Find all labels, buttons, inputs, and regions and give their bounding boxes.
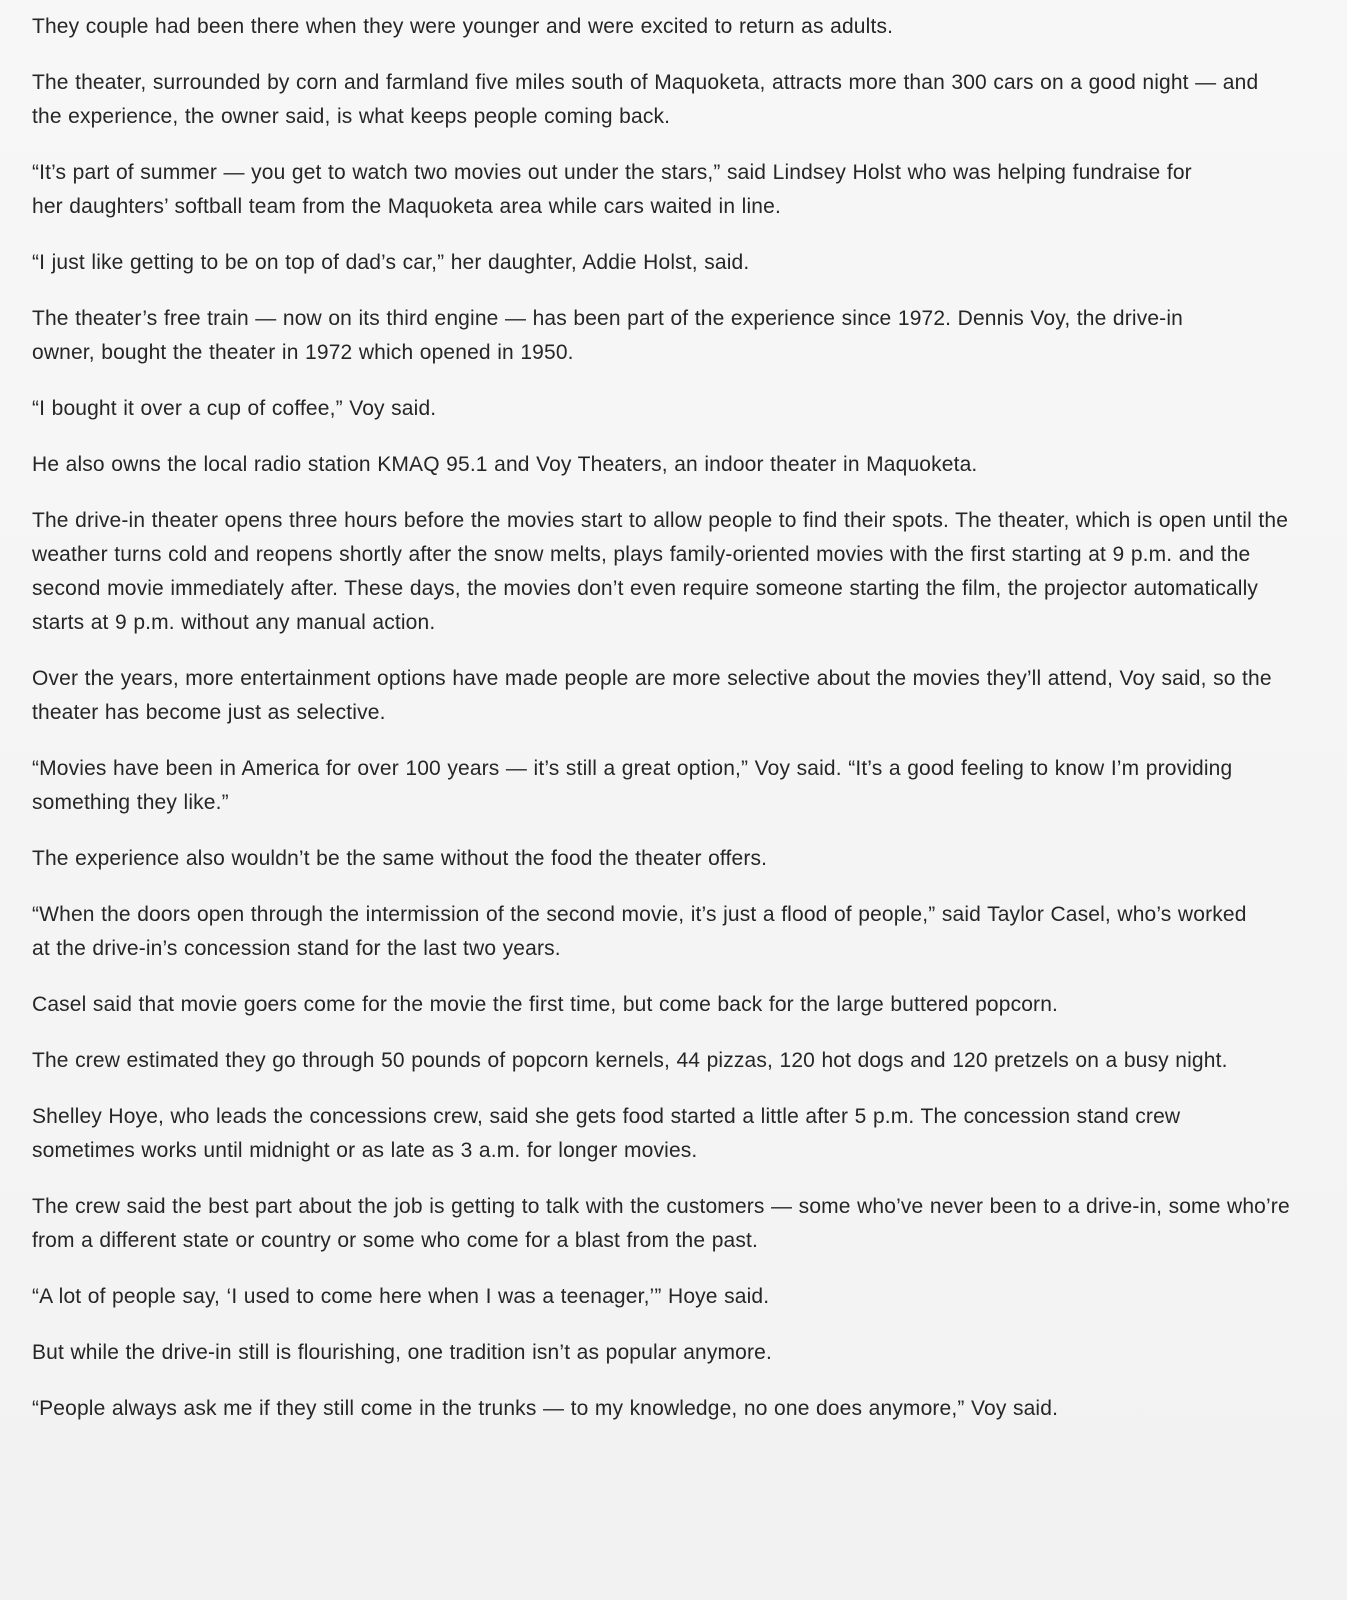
article-paragraph: The experience also wouldn’t be the same without the food the theater offers. (32, 847, 768, 870)
article-paragraph: “It’s part of summer — you get to watch two movies out under the stars,” said Lindsey Holst who was helping fundraise for her daughters’ softball team from the Maquoketa area while cars waited in line. (32, 161, 1192, 218)
article-paragraph: Over the years, more entertainment options have made people are more selective about the movies they’ll attend, Voy said, so the theater has become just as selective. (32, 667, 1272, 724)
article-paragraph: He also owns the local radio station KMAQ 95.1 and Voy Theaters, an indoor theater in Maquoketa. (32, 453, 978, 476)
article-paragraph: “I bought it over a cup of coffee,” Voy said. (32, 397, 437, 420)
article-body (32, 10, 1307, 1426)
article-paragraph: “People always ask me if they still come in the trunks — to my knowledge, no one does anymore,” Voy said. (32, 1397, 1059, 1420)
article-paragraph: They couple had been there when they were younger and were excited to return as adults. (32, 15, 894, 38)
article-paragraph: But while the drive-in still is flourishing, one tradition isn’t as popular anymore. (32, 1341, 772, 1364)
article-paragraph: The theater, surrounded by corn and farmland five miles south of Maquoketa, attracts more than 300 cars on a good night — and the experience, the owner said, is what keeps people coming back. (32, 71, 1259, 128)
article-paragraph: The crew estimated they go through 50 pounds of popcorn kernels, 44 pizzas, 120 hot dogs and 120 pretzels on a busy night. (32, 1049, 1228, 1072)
article-paragraph: “A lot of people say, ‘I used to come here when I was a teenager,’” Hoye said. (32, 1285, 770, 1308)
article-paragraph: “When the doors open through the intermission of the second movie, it’s just a flood of people,” said Taylor Casel, who’s worked at the drive-in’s concession stand for the last two years. (32, 903, 1247, 960)
article-paragraph: The drive-in theater opens three hours before the movies start to allow people to find their spots. The theater, which is open until the weather turns cold and reopens shortly after the snow melts, plays family-oriented movies with the first starting at 9 p.m. and the second movie immediately after. These days, the movies don’t even require someone starting the film, the projector automatically starts at 9 p.m. without any manual action. (32, 509, 1289, 634)
article-paragraph: Shelley Hoye, who leads the concessions crew, said she gets food started a little after 5 p.m. The concession stand crew sometimes works until midnight or as late as 3 a.m. for longer movies. (32, 1105, 1181, 1162)
article-paragraph: “I just like getting to be on top of dad’s car,” her daughter, Addie Holst, said. (32, 251, 750, 274)
article-paragraph: “Movies have been in America for over 100 years — it’s still a great option,” Voy said. “It’s a good feeling to know I’m providing something they like.” (32, 757, 1233, 814)
article-paragraph: Casel said that movie goers come for the movie the first time, but come back for the large buttered popcorn. (32, 993, 1059, 1016)
article-paragraph: The theater’s free train — now on its third engine — has been part of the experience since 1972. Dennis Voy, the drive-in owner, bought the theater in 1972 which opened in 1950. (32, 307, 1183, 364)
article-paragraph: The crew said the best part about the job is getting to talk with the customers — some who’ve never been to a drive-in, some who’re from a different state or country or some who come for a blast from the past. (32, 1195, 1290, 1252)
